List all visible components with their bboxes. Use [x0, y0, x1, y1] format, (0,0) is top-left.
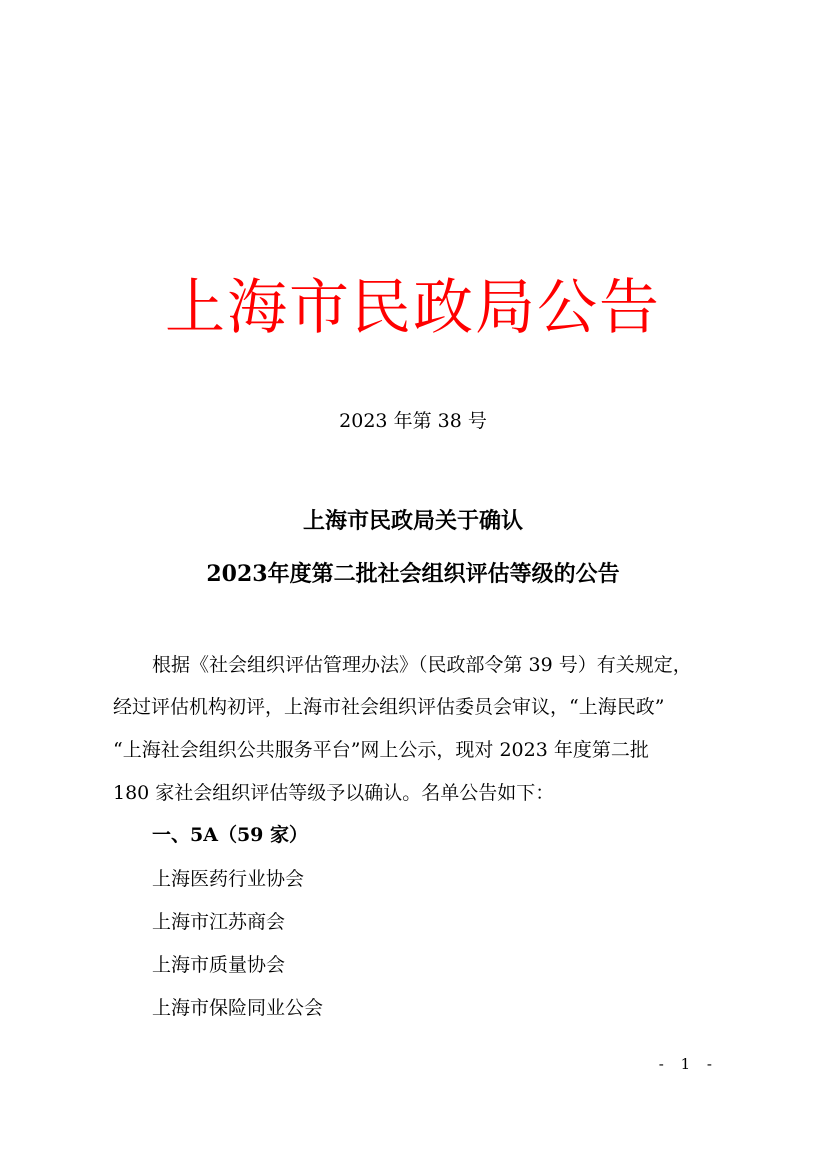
body-paragraph-line: 经过评估机构初评，上海市社会组织评估委员会审议，“上海民政”: [113, 696, 665, 718]
organization-list: [152, 864, 323, 1036]
page-number: - 1 -: [658, 1055, 718, 1073]
body-paragraph-line: 180 家社会组织评估等级予以确认。名单公告如下：: [113, 782, 555, 804]
organization-item: 上海市质量协会: [152, 954, 286, 976]
document-number: 2023 年第 38 号: [339, 410, 487, 432]
organization-item: 上海市保险同业公会: [152, 997, 324, 1019]
organization-item: 上海市江苏商会: [152, 911, 286, 933]
document-title-line2: 2023年度第二批社会组织评估等级的公告: [206, 561, 620, 587]
organization-item: 上海医药行业协会: [152, 868, 305, 890]
body-paragraph-line: 根据《社会组织评估管理办法》（民政部令第 39 号）有关规定，: [152, 654, 692, 676]
document-title-line1: 上海市民政局关于确认: [302, 508, 523, 534]
document-header-title: 上海市民政局公告: [165, 273, 661, 343]
section-heading: 一、5A（59 家）: [152, 824, 309, 846]
body-paragraph-line: “上海社会组织公共服务平台”网上公示，现对 2023 年度第二批: [113, 739, 649, 761]
